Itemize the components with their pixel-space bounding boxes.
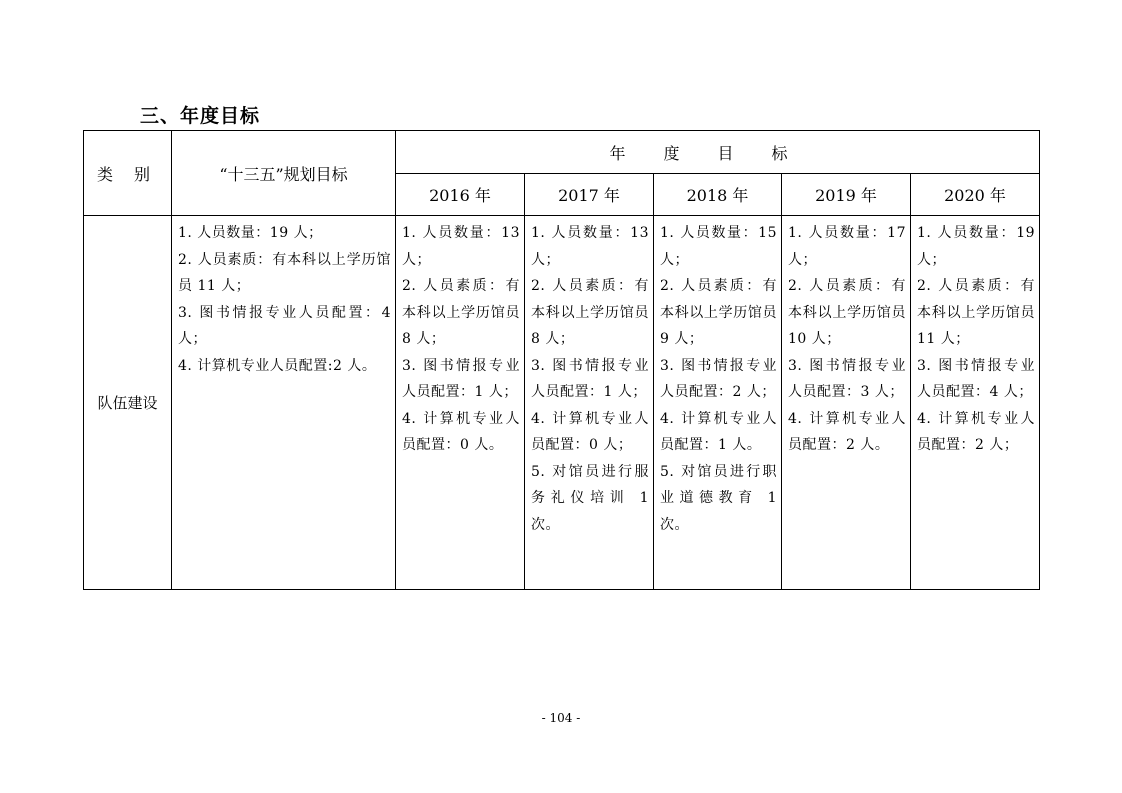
year-header: 2016 年 bbox=[396, 174, 525, 216]
year-goal-item: 2. 人员素质：有本科以上学历馆员 10 人； bbox=[788, 278, 906, 347]
year-goal-item: 2. 人员素质：有本科以上学历馆员 11 人； bbox=[917, 278, 1036, 347]
year-goal-item: 3. 图书情报专业人员配置：1 人； bbox=[402, 357, 520, 400]
year-goal-item: 5. 对馆员进行职业道德教育 1 次。 bbox=[660, 463, 777, 533]
plan-goal-item: 2. 人员素质：有本科以上学历馆员 11 人； bbox=[178, 251, 391, 294]
page-number: - 104 - bbox=[541, 711, 581, 725]
plan-header: “十三五”规划目标 bbox=[172, 131, 396, 216]
year-goal-item: 2. 人员素质：有本科以上学历馆员 8 人； bbox=[402, 278, 520, 347]
year-goal-item: 3. 图书情报专业人员配置：4 人； bbox=[917, 357, 1036, 400]
year-goal-item: 2. 人员素质：有本科以上学历馆员 8 人； bbox=[531, 278, 649, 347]
annual-goals-header: 年度目标 bbox=[396, 131, 1040, 174]
year-goal-item: 1. 人员数量：15 人； bbox=[660, 225, 777, 268]
year-goal-item: 4. 计算机专业人员配置：0 人； bbox=[531, 410, 649, 453]
year-2018-goals-cell bbox=[654, 216, 782, 590]
year-2016-goals-cell bbox=[396, 216, 525, 590]
year-goal-item: 3. 图书情报专业人员配置：3 人； bbox=[788, 357, 906, 400]
category-header: 类 别 bbox=[84, 131, 172, 216]
table-header-row bbox=[84, 131, 1040, 174]
year-goal-item: 3. 图书情报专业人员配置：2 人； bbox=[660, 357, 777, 400]
year-header: 2019 年 bbox=[782, 174, 911, 216]
category-cell: 队伍建设 bbox=[84, 216, 172, 590]
year-header: 2018 年 bbox=[654, 174, 782, 216]
year-header: 2020 年 bbox=[911, 174, 1040, 216]
year-goal-item: 1. 人员数量：17 人； bbox=[788, 225, 906, 268]
year-goal-item: 1. 人员数量：19 人； bbox=[917, 225, 1036, 268]
year-goal-item: 4. 计算机专业人员配置：0 人。 bbox=[402, 410, 520, 453]
year-2020-goals-cell bbox=[911, 216, 1040, 590]
table-row bbox=[84, 216, 1040, 590]
year-goal-item: 4. 计算机专业人员配置：2 人。 bbox=[788, 410, 906, 453]
year-2019-goals-cell bbox=[782, 216, 911, 590]
year-goal-item: 4. 计算机专业人员配置：1 人。 bbox=[660, 410, 777, 453]
year-2017-goals-cell bbox=[525, 216, 654, 590]
year-header: 2017 年 bbox=[525, 174, 654, 216]
plan-goal-item: 1. 人员数量：19 人； bbox=[178, 225, 323, 241]
plan-goal-item: 3. 图书情报专业人员配置：4 人； bbox=[178, 304, 391, 347]
year-goal-item: 2. 人员素质：有本科以上学历馆员 9 人； bbox=[660, 278, 777, 347]
year-goal-item: 5. 对馆员进行服务礼仪培训 1 次。 bbox=[531, 463, 649, 533]
annual-goals-table bbox=[83, 130, 1040, 590]
year-goal-item: 1. 人员数量：13 人； bbox=[531, 225, 649, 268]
plan-goals-cell bbox=[172, 216, 396, 590]
year-goal-item: 1. 人员数量：13 人； bbox=[402, 225, 520, 268]
year-goal-item: 3. 图书情报专业人员配置：1 人； bbox=[531, 357, 649, 400]
year-goal-item: 4. 计算机专业人员配置：2 人； bbox=[917, 410, 1036, 453]
plan-goal-item: 4. 计算机专业人员配置:2 人。 bbox=[178, 357, 377, 374]
section-heading: 三、年度目标 bbox=[140, 105, 261, 127]
